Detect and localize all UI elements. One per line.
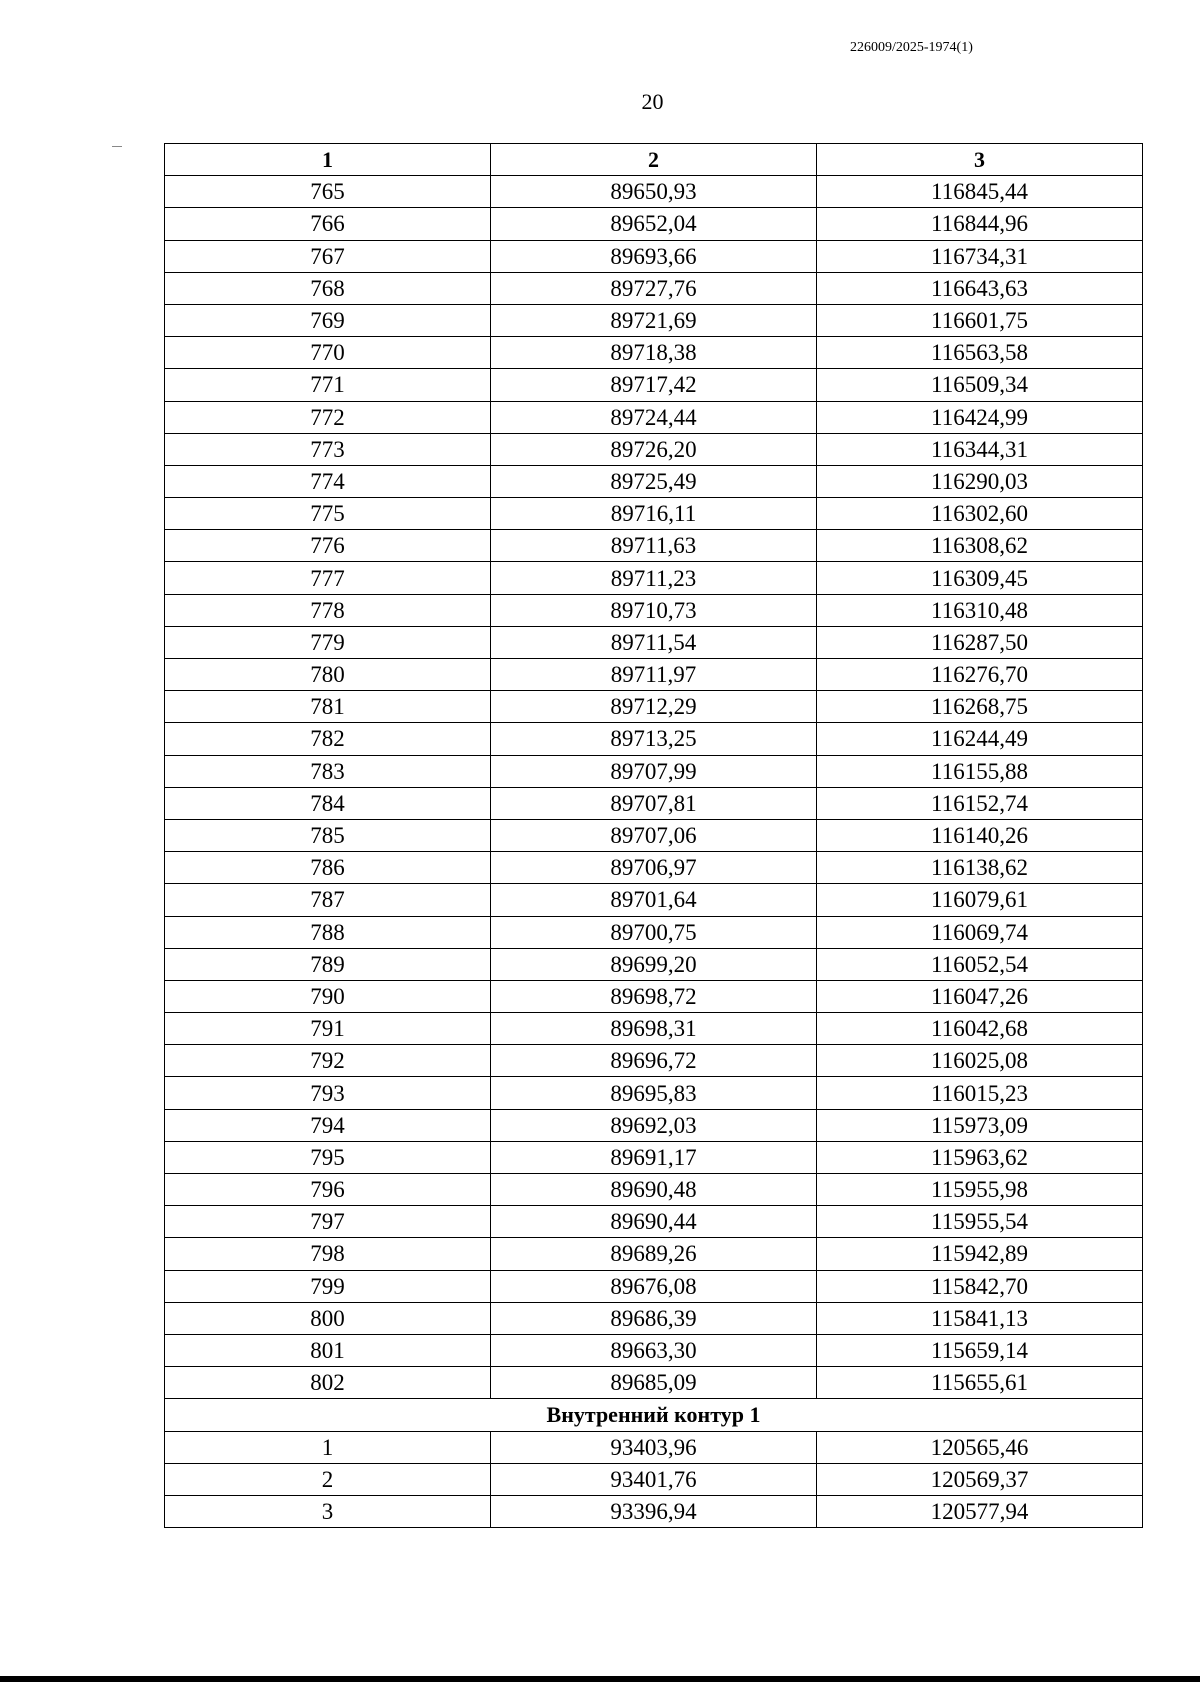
point-number-cell: 771 (165, 369, 491, 401)
x-coordinate-cell: 89707,06 (491, 819, 817, 851)
table-row (165, 787, 1143, 819)
table-row (165, 1463, 1143, 1495)
y-coordinate-cell: 116047,26 (817, 980, 1143, 1012)
x-coordinate-cell: 89698,31 (491, 1013, 817, 1045)
table-row (165, 884, 1143, 916)
x-coordinate-cell: 89717,42 (491, 369, 817, 401)
point-number-cell: 790 (165, 980, 491, 1012)
table-row (165, 401, 1143, 433)
y-coordinate-cell: 115942,89 (817, 1238, 1143, 1270)
x-coordinate-cell: 89727,76 (491, 272, 817, 304)
point-number-cell: 3 (165, 1495, 491, 1527)
x-coordinate-cell: 89710,73 (491, 594, 817, 626)
y-coordinate-cell: 116344,31 (817, 433, 1143, 465)
x-coordinate-cell: 89690,44 (491, 1206, 817, 1238)
point-number-cell: 781 (165, 691, 491, 723)
x-coordinate-cell: 89685,09 (491, 1367, 817, 1399)
y-coordinate-cell: 116509,34 (817, 369, 1143, 401)
x-coordinate-cell: 89652,04 (491, 208, 817, 240)
column-header: 2 (491, 144, 817, 176)
y-coordinate-cell: 116268,75 (817, 691, 1143, 723)
point-number-cell: 788 (165, 916, 491, 948)
x-coordinate-cell: 89701,64 (491, 884, 817, 916)
point-number-cell: 770 (165, 337, 491, 369)
y-coordinate-cell: 116563,58 (817, 337, 1143, 369)
document-reference-number: 226009/2025-1974(1) (850, 40, 973, 55)
x-coordinate-cell: 89711,97 (491, 659, 817, 691)
point-number-cell: 775 (165, 498, 491, 530)
x-coordinate-cell: 89713,25 (491, 723, 817, 755)
y-coordinate-cell: 115963,62 (817, 1141, 1143, 1173)
section-title: Внутренний контур 1 (165, 1399, 1143, 1431)
point-number-cell: 794 (165, 1109, 491, 1141)
y-coordinate-cell: 120565,46 (817, 1431, 1143, 1463)
y-coordinate-cell: 120569,37 (817, 1463, 1143, 1495)
table-row (165, 1109, 1143, 1141)
point-number-cell: 2 (165, 1463, 491, 1495)
point-number-cell: 777 (165, 562, 491, 594)
y-coordinate-cell: 115659,14 (817, 1334, 1143, 1366)
table-row (165, 819, 1143, 851)
scan-artifact-mark (112, 146, 122, 147)
point-number-cell: 799 (165, 1270, 491, 1302)
y-coordinate-cell: 116155,88 (817, 755, 1143, 787)
x-coordinate-cell: 89707,99 (491, 755, 817, 787)
point-number-cell: 798 (165, 1238, 491, 1270)
column-header: 3 (817, 144, 1143, 176)
table-row (165, 594, 1143, 626)
y-coordinate-cell: 115973,09 (817, 1109, 1143, 1141)
y-coordinate-cell: 116042,68 (817, 1013, 1143, 1045)
y-coordinate-cell: 115955,54 (817, 1206, 1143, 1238)
y-coordinate-cell: 116424,99 (817, 401, 1143, 433)
x-coordinate-cell: 89699,20 (491, 948, 817, 980)
x-coordinate-cell: 89700,75 (491, 916, 817, 948)
point-number-cell: 793 (165, 1077, 491, 1109)
point-number-cell: 774 (165, 465, 491, 497)
y-coordinate-cell: 116276,70 (817, 659, 1143, 691)
table-row (165, 1045, 1143, 1077)
x-coordinate-cell: 89711,63 (491, 530, 817, 562)
y-coordinate-cell: 116069,74 (817, 916, 1143, 948)
x-coordinate-cell: 89689,26 (491, 1238, 817, 1270)
point-number-cell: 783 (165, 755, 491, 787)
section-header-row (165, 1399, 1143, 1431)
point-number-cell: 782 (165, 723, 491, 755)
y-coordinate-cell: 116025,08 (817, 1045, 1143, 1077)
table-row (165, 852, 1143, 884)
y-coordinate-cell: 115955,98 (817, 1174, 1143, 1206)
y-coordinate-cell: 116309,45 (817, 562, 1143, 594)
x-coordinate-cell: 89695,83 (491, 1077, 817, 1109)
table-row (165, 723, 1143, 755)
x-coordinate-cell: 89725,49 (491, 465, 817, 497)
point-number-cell: 768 (165, 272, 491, 304)
y-coordinate-cell: 116302,60 (817, 498, 1143, 530)
table-row (165, 1270, 1143, 1302)
y-coordinate-cell: 115842,70 (817, 1270, 1143, 1302)
x-coordinate-cell: 89712,29 (491, 691, 817, 723)
point-number-cell: 773 (165, 433, 491, 465)
table-row (165, 1174, 1143, 1206)
y-coordinate-cell: 120577,94 (817, 1495, 1143, 1527)
x-coordinate-cell: 89691,17 (491, 1141, 817, 1173)
scan-bottom-edge (0, 1676, 1200, 1682)
table-row (165, 626, 1143, 658)
table-row (165, 465, 1143, 497)
point-number-cell: 780 (165, 659, 491, 691)
point-number-cell: 769 (165, 304, 491, 336)
x-coordinate-cell: 89693,66 (491, 240, 817, 272)
x-coordinate-cell: 89692,03 (491, 1109, 817, 1141)
y-coordinate-cell: 116643,63 (817, 272, 1143, 304)
y-coordinate-cell: 116290,03 (817, 465, 1143, 497)
table-header-row (165, 144, 1143, 176)
point-number-cell: 800 (165, 1302, 491, 1334)
table-row (165, 1206, 1143, 1238)
point-number-cell: 779 (165, 626, 491, 658)
table-row (165, 272, 1143, 304)
x-coordinate-cell: 89724,44 (491, 401, 817, 433)
point-number-cell: 797 (165, 1206, 491, 1238)
y-coordinate-cell: 116244,49 (817, 723, 1143, 755)
x-coordinate-cell: 89686,39 (491, 1302, 817, 1334)
x-coordinate-cell: 89711,23 (491, 562, 817, 594)
table-row (165, 1141, 1143, 1173)
point-number-cell: 767 (165, 240, 491, 272)
y-coordinate-cell: 116308,62 (817, 530, 1143, 562)
x-coordinate-cell: 89696,72 (491, 1045, 817, 1077)
x-coordinate-cell: 89663,30 (491, 1334, 817, 1366)
point-number-cell: 778 (165, 594, 491, 626)
point-number-cell: 795 (165, 1141, 491, 1173)
table-row (165, 369, 1143, 401)
page-number: 20 (641, 89, 664, 114)
x-coordinate-cell: 89690,48 (491, 1174, 817, 1206)
table-row (165, 980, 1143, 1012)
table-row (165, 1495, 1143, 1527)
y-coordinate-cell: 116601,75 (817, 304, 1143, 336)
table-row (165, 1013, 1143, 1045)
x-coordinate-cell: 89698,72 (491, 980, 817, 1012)
point-number-cell: 787 (165, 884, 491, 916)
table-row (165, 755, 1143, 787)
point-number-cell: 802 (165, 1367, 491, 1399)
table-row (165, 337, 1143, 369)
point-number-cell: 784 (165, 787, 491, 819)
y-coordinate-cell: 116015,23 (817, 1077, 1143, 1109)
point-number-cell: 765 (165, 176, 491, 208)
table-row (165, 691, 1143, 723)
y-coordinate-cell: 116734,31 (817, 240, 1143, 272)
table-row (165, 304, 1143, 336)
table-row (165, 1077, 1143, 1109)
x-coordinate-cell: 89721,69 (491, 304, 817, 336)
y-coordinate-cell: 116844,96 (817, 208, 1143, 240)
y-coordinate-cell: 116140,26 (817, 819, 1143, 851)
point-number-cell: 791 (165, 1013, 491, 1045)
x-coordinate-cell: 89707,81 (491, 787, 817, 819)
point-number-cell: 766 (165, 208, 491, 240)
table-row (165, 208, 1143, 240)
table-row (165, 916, 1143, 948)
x-coordinate-cell: 89716,11 (491, 498, 817, 530)
point-number-cell: 776 (165, 530, 491, 562)
x-coordinate-cell: 89718,38 (491, 337, 817, 369)
table-row (165, 1431, 1143, 1463)
table-row (165, 1238, 1143, 1270)
x-coordinate-cell: 89650,93 (491, 176, 817, 208)
table-row (165, 659, 1143, 691)
point-number-cell: 786 (165, 852, 491, 884)
y-coordinate-cell: 115655,61 (817, 1367, 1143, 1399)
point-number-cell: 785 (165, 819, 491, 851)
coordinates-table-container (164, 143, 1142, 1528)
x-coordinate-cell: 93403,96 (491, 1431, 817, 1463)
point-number-cell: 796 (165, 1174, 491, 1206)
table-row (165, 498, 1143, 530)
coordinates-table (164, 143, 1143, 1528)
x-coordinate-cell: 93401,76 (491, 1463, 817, 1495)
table-row (165, 1367, 1143, 1399)
table-row (165, 1302, 1143, 1334)
x-coordinate-cell: 89726,20 (491, 433, 817, 465)
table-row (165, 176, 1143, 208)
point-number-cell: 1 (165, 1431, 491, 1463)
y-coordinate-cell: 116079,61 (817, 884, 1143, 916)
point-number-cell: 801 (165, 1334, 491, 1366)
x-coordinate-cell: 93396,94 (491, 1495, 817, 1527)
table-row (165, 433, 1143, 465)
point-number-cell: 789 (165, 948, 491, 980)
table-row (165, 530, 1143, 562)
table-row (165, 948, 1143, 980)
point-number-cell: 772 (165, 401, 491, 433)
table-row (165, 240, 1143, 272)
x-coordinate-cell: 89706,97 (491, 852, 817, 884)
x-coordinate-cell: 89711,54 (491, 626, 817, 658)
y-coordinate-cell: 116152,74 (817, 787, 1143, 819)
x-coordinate-cell: 89676,08 (491, 1270, 817, 1302)
table-row (165, 562, 1143, 594)
y-coordinate-cell: 116845,44 (817, 176, 1143, 208)
y-coordinate-cell: 116287,50 (817, 626, 1143, 658)
y-coordinate-cell: 116052,54 (817, 948, 1143, 980)
column-header: 1 (165, 144, 491, 176)
y-coordinate-cell: 115841,13 (817, 1302, 1143, 1334)
point-number-cell: 792 (165, 1045, 491, 1077)
y-coordinate-cell: 116138,62 (817, 852, 1143, 884)
table-row (165, 1334, 1143, 1366)
y-coordinate-cell: 116310,48 (817, 594, 1143, 626)
